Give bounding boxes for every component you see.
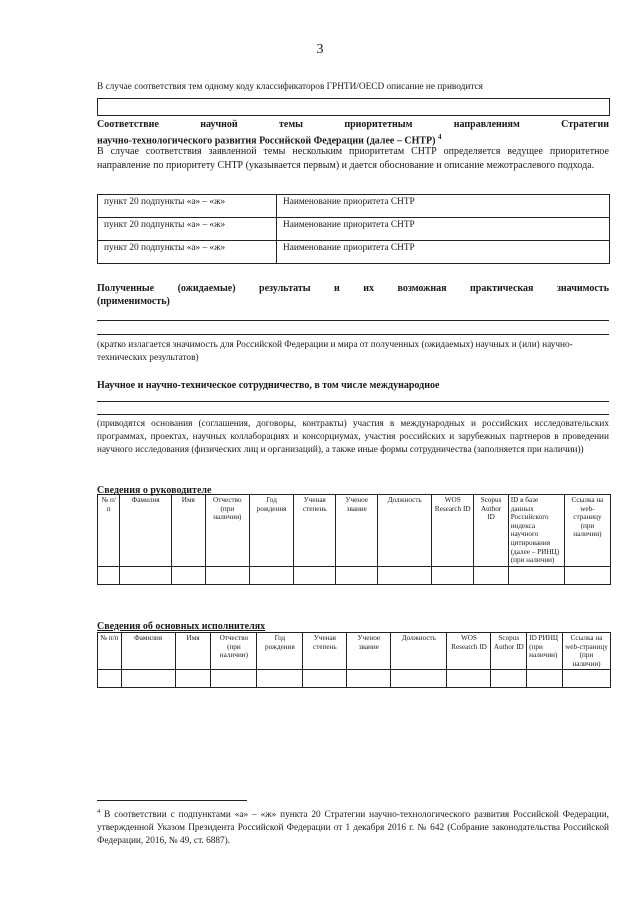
table-header-row [98, 495, 611, 567]
col-name: Имя [171, 495, 205, 567]
sntr-heading-line2: научно-технологического развития Российской Федерации (далее – СНТР) $^4$ [97, 133, 442, 147]
cell[interactable] [527, 670, 563, 688]
col-birth-year: Год рождения [257, 633, 303, 670]
footnote-divider [97, 800, 247, 801]
cell[interactable] [564, 566, 610, 584]
results-note: (кратко излагается значимость для Российской Федерации и мира от полученных (ожидаемых) научных и (или) научно-технических результатов) [97, 340, 573, 363]
cell[interactable] [175, 670, 211, 688]
results-heading-line2: (применимость) [97, 296, 170, 307]
cell[interactable] [336, 566, 378, 584]
table-row [98, 566, 611, 584]
col-title: Ученое звание [347, 633, 391, 670]
col-scopus-id: Scopus Author ID [474, 495, 508, 567]
cell[interactable] [491, 670, 527, 688]
col-number: № п/п [98, 495, 120, 567]
cell[interactable] [474, 566, 508, 584]
col-position: Должность [391, 633, 447, 670]
results-line-2[interactable] [97, 334, 609, 335]
cell[interactable] [447, 670, 491, 688]
col-rinc-id: ID в базе данных Российского индекса научного цитирования (далее – РИНЦ) (при наличии) [508, 495, 564, 567]
table-row [98, 670, 611, 688]
col-wos-id: WOS Research ID [447, 633, 491, 670]
col-name: Имя [175, 633, 211, 670]
sntr-item-cell[interactable]: пункт 20 подпункты «а» – «ж» [98, 241, 277, 264]
cell[interactable] [303, 670, 347, 688]
sntr-name-cell[interactable]: Наименование приоритета СНТР [277, 195, 610, 218]
footnote-number: 4 [97, 808, 101, 815]
col-position: Должность [378, 495, 432, 567]
sntr-item-cell[interactable]: пункт 20 подпункты «а» – «ж» [98, 195, 277, 218]
cell[interactable] [347, 670, 391, 688]
col-scopus-id: Scopus Author ID [491, 633, 527, 670]
cell[interactable] [121, 670, 175, 688]
cell[interactable] [508, 566, 564, 584]
cooperation-heading: Научное и научно-техническое сотрудничество, в том числе международное [97, 380, 440, 391]
col-birth-year: Год рождения [249, 495, 293, 567]
cell[interactable] [378, 566, 432, 584]
cell[interactable] [211, 670, 257, 688]
executors-heading: Сведения об основных исполнителях [97, 621, 266, 632]
sntr-name-cell[interactable]: Наименование приоритета СНТР [277, 241, 610, 264]
cooperation-line-2[interactable] [97, 414, 609, 415]
cell[interactable] [294, 566, 336, 584]
leader-table [97, 494, 611, 585]
cell[interactable] [249, 566, 293, 584]
page-number: 3 [316, 42, 324, 57]
sntr-text: В случае соответствия заявленной темы нескольким приоритетам СНТР определяется ведущее приоритетное направление по приоритету СНТР (указывается первым) и дается обоснование и описание межотраслевого подхода. [97, 146, 609, 171]
cell[interactable] [391, 670, 447, 688]
cell[interactable] [98, 670, 122, 688]
table-row [98, 218, 610, 241]
col-web-link: Ссылка на web-страницу (при наличии) [562, 633, 610, 670]
results-line-1[interactable] [97, 320, 609, 321]
col-patronymic: Отчество (при наличии) [211, 633, 257, 670]
executors-table [97, 632, 611, 688]
sntr-heading-line1: Соответствие научной темы приоритетным направлениям Стратегии [97, 119, 609, 130]
col-title: Ученое звание [336, 495, 378, 567]
cooperation-line-1[interactable] [97, 401, 609, 402]
col-wos-id: WOS Research ID [432, 495, 474, 567]
cooperation-note: (приводятся основания (соглашения, договоры, контракты) участия в международных и российских исследовательских программах, проектах, научных коллаборациях и консорциумах, участия российских и зарубежных партнеров в проведении научного исследования (физических лиц и организаций), а также иные формы сотрудничества (заполняется при наличии)) [97, 419, 609, 455]
col-surname: Фамилия [121, 633, 175, 670]
footnote-ref: 4 [437, 133, 442, 141]
col-degree: Ученая степень [303, 633, 347, 670]
cell[interactable] [120, 566, 172, 584]
grnti-input-box[interactable] [97, 98, 610, 116]
cell[interactable] [432, 566, 474, 584]
cell[interactable] [205, 566, 249, 584]
col-patronymic: Отчество (при наличии) [205, 495, 249, 567]
footnote-text: В соответствии с подпунктами «а» – «ж» пункта 20 Стратегии научно-технологического развития Российской Федерации, утвержденной Указом Президента Российской Федерации от 1 декабря 2016 г. № 642 (Собрание законодательства Российской Федерации, 2016, № 49, ст. 6887). [97, 810, 609, 847]
leader-heading: Сведения о руководителе [97, 485, 212, 496]
col-surname: Фамилия [120, 495, 172, 567]
grnti-note: В случае соответствия тем одному коду классификаторов ГРНТИ/OECD описание не приводится [97, 82, 483, 92]
cell[interactable] [257, 670, 303, 688]
cell[interactable] [171, 566, 205, 584]
sntr-item-cell[interactable]: пункт 20 подпункты «а» – «ж» [98, 218, 277, 241]
col-number: № п/п [98, 633, 122, 670]
table-row [98, 195, 610, 218]
table-row [98, 241, 610, 264]
col-degree: Ученая степень [294, 495, 336, 567]
footnote [97, 805, 609, 848]
col-rinc-id: ID РИНЦ (при наличии) [527, 633, 563, 670]
cell[interactable] [98, 566, 120, 584]
cell[interactable] [562, 670, 610, 688]
results-heading-line1: Полученные (ожидаемые) результаты и их возможная практическая значимость [97, 283, 609, 294]
sntr-name-cell[interactable]: Наименование приоритета СНТР [277, 218, 610, 241]
col-web-link: Ссылка на web-страницу (при наличии) [564, 495, 610, 567]
table-header-row [98, 633, 611, 670]
sntr-priority-table [97, 194, 610, 264]
